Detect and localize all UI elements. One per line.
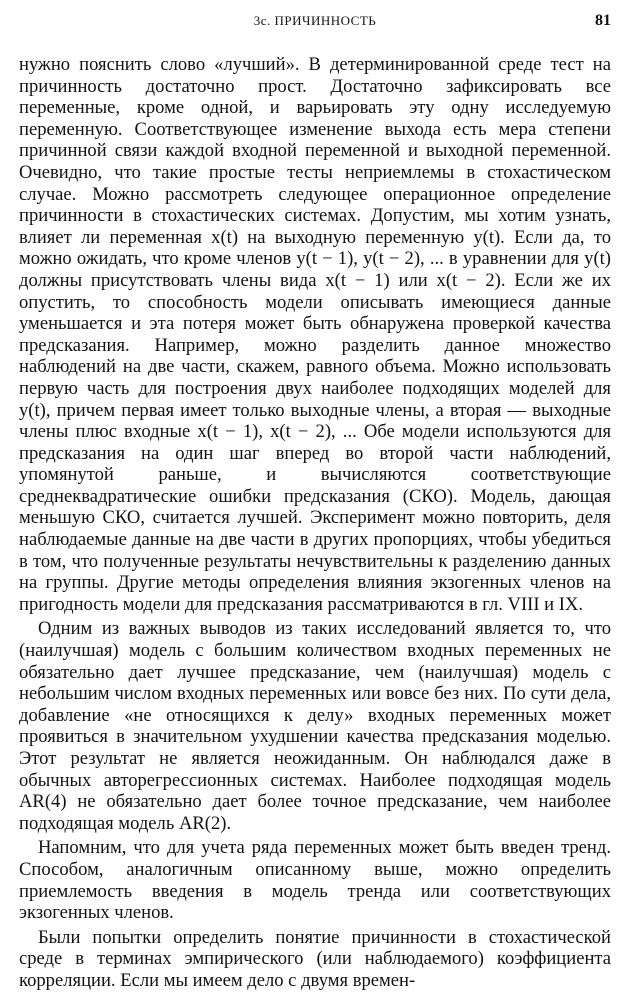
- paragraph: нужно пояснить слово «лучший». В детерминированной среде тест на причинность достаточно прост. Достаточно зафиксировать все переменные, кроме одной, и варьировать эту одну исследуемую переменную. Соответствующее изменение выхода есть мера степени причинной связи каждой входной переменной и выходной переменной. Очевидно, что такие простые тесты неприемлемы в стохастическом случае. Можно рассмотреть следующее операционное определение причинности в стохастических системах. Допустим, мы хотим узнать, влияет ли переменная x(t) на выходную переменную y(t). Если да, то можно ожидать, что кроме членов y(t − 1), y(t − 2), ... в уравнении для y(t) должны присутствовать члены вида x(t − 1) или x(t − 2). Если же их опустить, то способность модели описывать имеющиеся данные уменьшается и эта потеря может быть обнаружена проверкой качества предсказания. Например, можно разделить данное множество наблюдений на две части, скажем, равного объема. Можно использовать первую часть для построения двух наиболее подходящих моделей для y(t), причем первая имеет только выходные члены, а вторая — выходные члены плюс входные x(t − 1), x(t − 2), ... Обе модели используются для предсказания на один шаг вперед во второй части наблюдений, упомянутой раньше, и вычисляются соответствующие среднеквадратические ошибки предсказания (СКО). Модель, дающая меньшую СКО, считается лучшей. Эксперимент можно повторить, деля наблюдаемые данные на две части в других пропорциях, чтобы убедиться в том, что полученные результаты нечувствительны к разделению данных на группы. Другие методы определения влияния экзогенных членов на пригодность модели для предсказания рассматриваются в гл. VIII и IX.: [19, 54, 611, 615]
- book-page: [19, 0, 611, 1000]
- page-number: 81: [595, 12, 611, 29]
- section-title: 3с. ПРИЧИННОСТЬ: [253, 13, 377, 28]
- paragraph: Одним из важных выводов из таких исследований является то, что (наилучшая) модель с большим количеством входных переменных не обязательно дает лучшее предсказание, чем (наилучшая) модель с небольшим числом входных переменных или вовсе без них. По сути дела, добавление «не относящихся к делу» входных переменных может проявиться в значительном ухудшении качества предсказания моделью. Этот результат не является неожиданным. Он наблюдался даже в обычных авторегрессионных системах. Наиболее подходящая модель AR(4) не обязательно дает более точное предсказание, чем наиболее подходящая модель AR(2).: [19, 618, 611, 834]
- paragraph: Были попытки определить понятие причинности в стохастической среде в терминах эмпирического (или наблюдаемого) коэффициента корреляции. Если мы имеем дело с двумя времен-: [19, 926, 611, 991]
- body-text: [19, 54, 611, 992]
- running-header: [19, 13, 611, 35]
- paragraph: Напомним, что для учета ряда переменных может быть введен тренд. Способом, аналогичным описанному выше, можно определить приемлемость введения в модель тренда или соответствующих экзогенных членов.: [19, 837, 611, 924]
